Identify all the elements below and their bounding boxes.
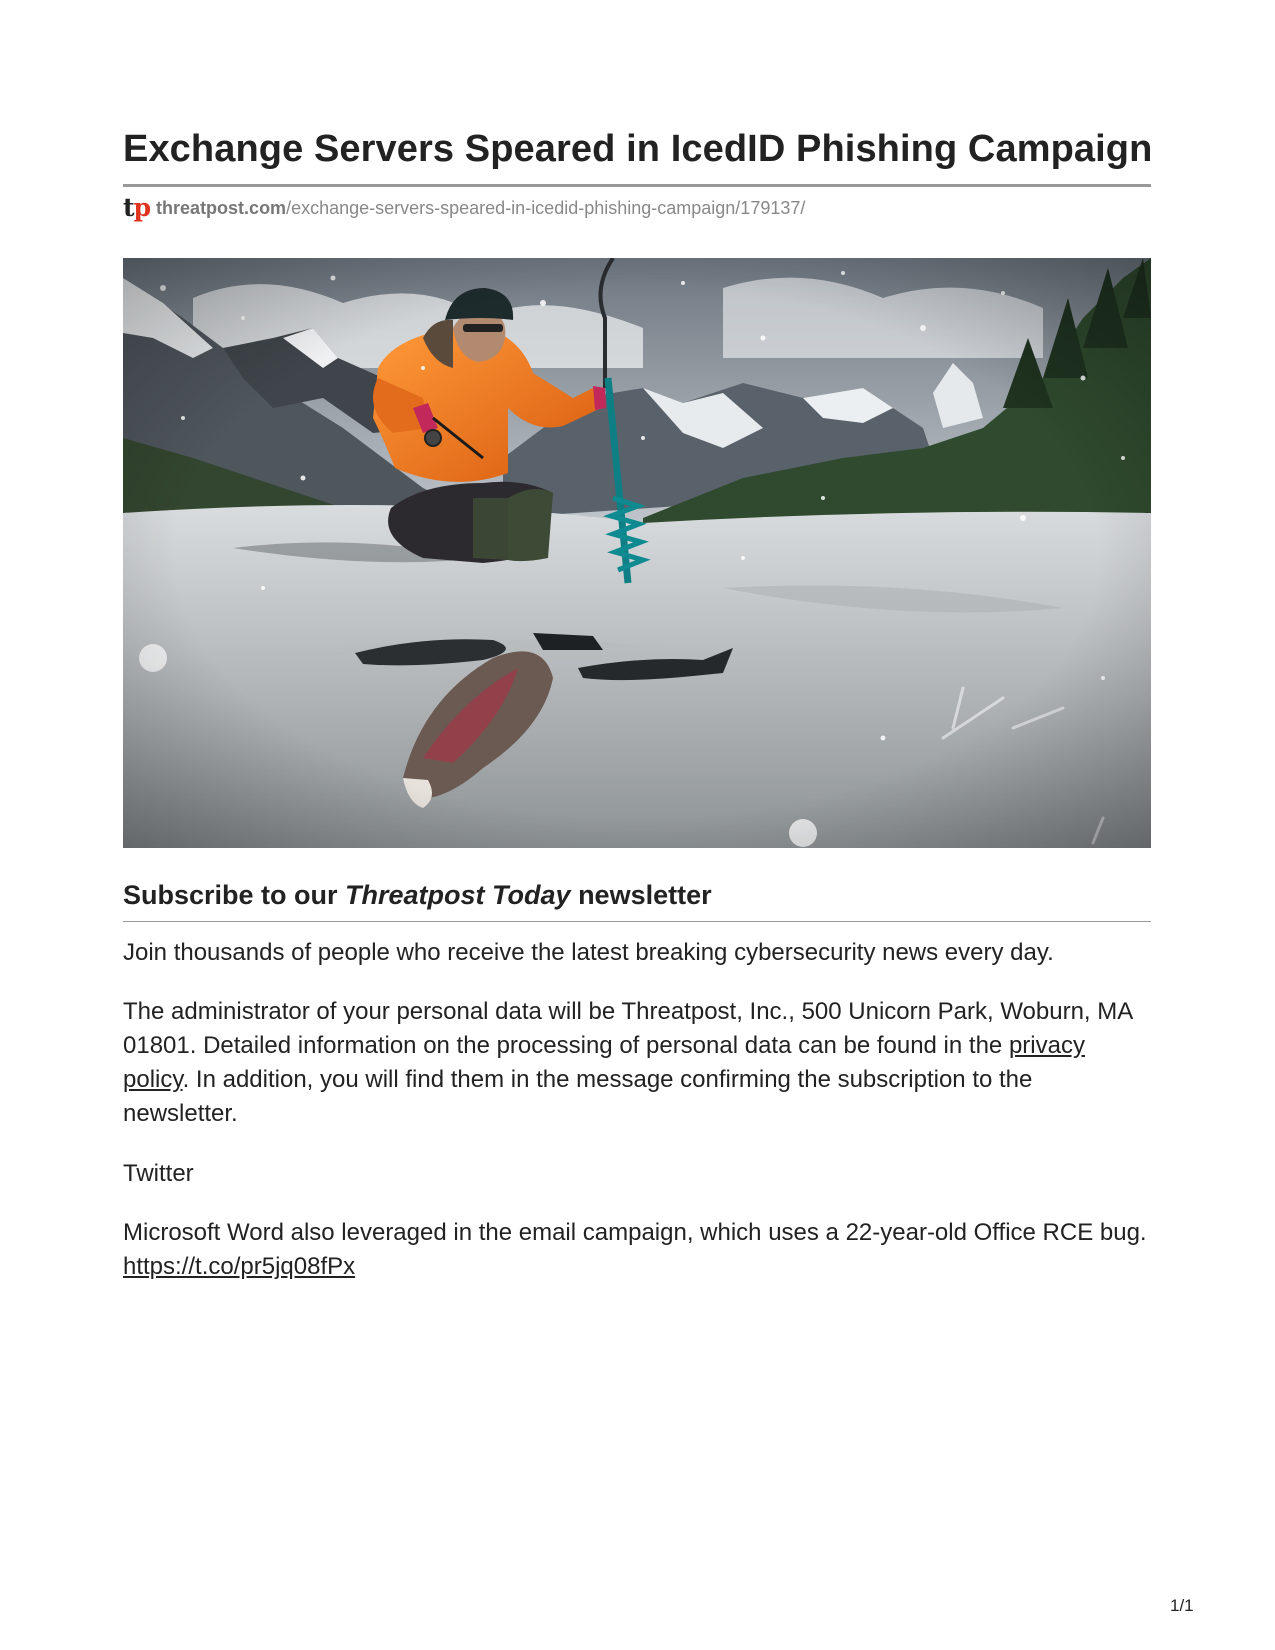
threatpost-logo-icon: tp xyxy=(123,193,151,222)
newsletter-join-text: Join thousands of people who receive the latest breaking cybersecurity news every day. xyxy=(123,939,1054,966)
privacy-policy-link[interactable]: privacy policy xyxy=(123,1032,1085,1093)
newsletter-name: Threatpost Today xyxy=(345,880,571,910)
article-title: Exchange Servers Speared in IcedID Phishing Campaign xyxy=(123,128,1153,170)
source-line xyxy=(123,193,806,222)
newsletter-divider xyxy=(123,921,1151,922)
tweet-text: Microsoft Word also leveraged in the email campaign, which uses a 22-year-old Office RCE bug. https://t.co/pr5jq08fPx xyxy=(123,1219,1147,1280)
hero-image xyxy=(123,258,1151,848)
tweet-link[interactable]: https://t.co/pr5jq08fPx xyxy=(123,1253,356,1280)
page-number: 1/1 xyxy=(1170,1596,1194,1615)
privacy-notice: The administrator of your personal data will be Threatpost, Inc., 500 Unicorn Park, Woburn, MA 01801. Detailed information on the processing of personal data can be found in the privacy policy. In addition, you will find them in the message confirming the subscription to the newsletter. xyxy=(123,998,1132,1127)
twitter-label: Twitter xyxy=(123,1160,194,1187)
newsletter-heading: Subscribe to our Threatpost Today newsletter xyxy=(123,880,712,910)
source-domain[interactable]: threatpost.com xyxy=(156,197,287,218)
title-divider xyxy=(123,184,1151,187)
source-path[interactable]: /exchange-servers-speared-in-icedid-phishing-campaign/179137/ xyxy=(286,197,806,218)
